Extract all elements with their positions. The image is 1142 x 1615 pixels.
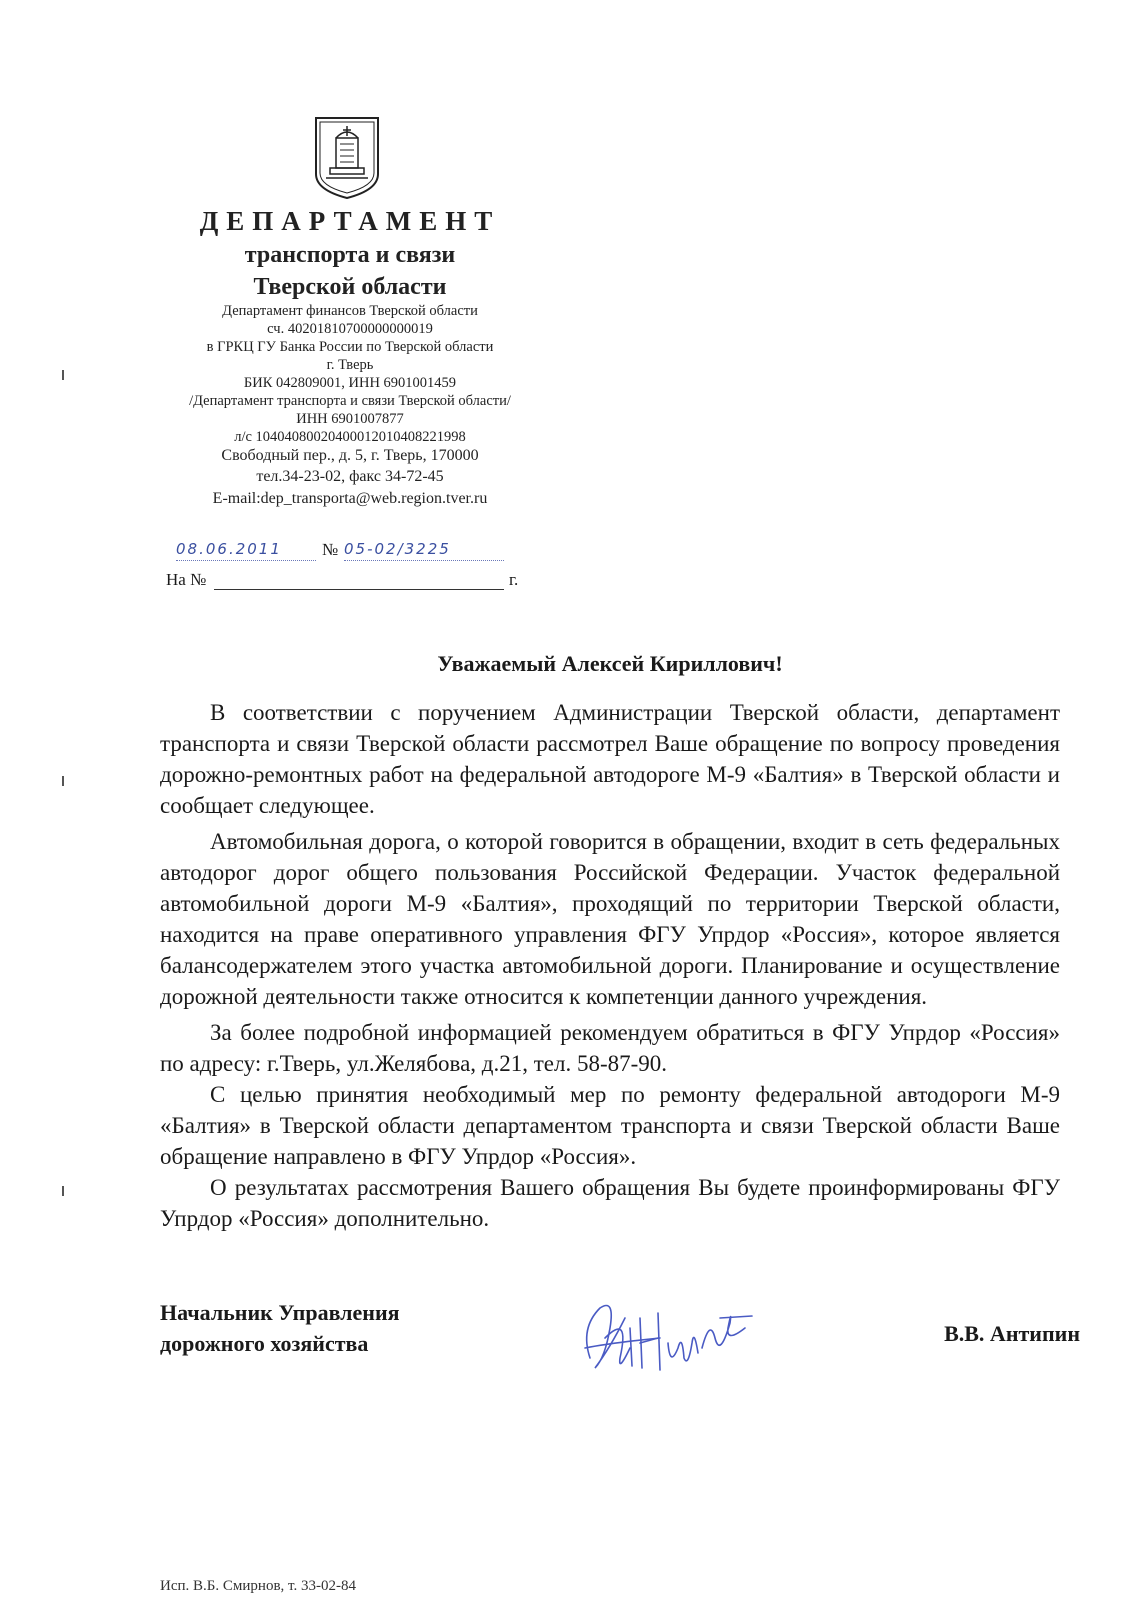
reference-label: На № (166, 570, 207, 589)
header-detail-line: ИНН 6901007877 (296, 411, 404, 427)
letter-body (160, 697, 1060, 1234)
registration-date: 08.06.2011 (176, 540, 316, 561)
signatory-position (160, 1297, 560, 1359)
body-paragraph: С целью принятия необходимый мер по ремонту федеральной автодороги М-9 «Балтия» в Тверской области департаментом транспорта и связи Тверской области Ваше обращение направлено в ФГУ Упрдор «Россия». (160, 1082, 1060, 1169)
reference-blank-field (214, 589, 504, 590)
reference-line (166, 570, 526, 592)
header-email: E-mail:dep_transporta@web.region.tver.ru (212, 490, 488, 507)
header-detail-line: сч. 40201810700000000019 (267, 321, 433, 337)
header-phone: тел.34-23-02, факс 34-72-45 (256, 468, 444, 485)
body-paragraph: Автомобильная дорога, о которой говорится в обращении, входит в сеть федеральных автодорог дорог общего пользования Российской Федерации. Участок федеральной автомобильной дороги М-9 «Балтия», проходящий по территории Тверской области, находится на праве оперативного управления ФГУ Упрдор «Россия», которое является балансодержателем этого участка автомобильной дороги. Планирование и осуществление дорожной деятельности также относится к компетенции данного учреждения. (160, 829, 1060, 1009)
registration-number: 05-02/3225 (344, 540, 504, 561)
coat-of-arms-icon (314, 116, 380, 200)
signatory-name: В.В. Антипин (944, 1321, 1080, 1346)
header-detail-line: в ГРКЦ ГУ Банка России по Тверской области (206, 339, 494, 355)
header-detail-line: л/с 10404080020400012010408221998 (234, 429, 466, 445)
reference-year-suffix: г. (509, 570, 519, 589)
body-paragraph: За более подробной информацией рекомендуем обратиться в ФГУ Упрдор «Россия» по адресу: г.Тверь, ул.Желябова, д.21, тел. 58-87-90. (160, 1020, 1060, 1076)
salutation: Уважаемый Алексей Кириллович! (437, 651, 783, 676)
registration-line (166, 540, 516, 562)
header-detail-line: /Департамент транспорта и связи Тверской области/ (189, 393, 511, 409)
position-line: дорожного хозяйства (160, 1331, 369, 1356)
scan-mark (62, 1186, 64, 1196)
department-subtitle-line2: Тверской области (253, 274, 447, 300)
handwritten-signature-icon (570, 1288, 770, 1388)
body-paragraph: О результатах рассмотрения Вашего обращения Вы будете проинформированы ФГУ Упрдор «Россия» дополнительно. (160, 1175, 1060, 1231)
header-detail-line: БИК 042809001, ИНН 6901001459 (243, 375, 457, 391)
executor-note: Исп. В.Б. Смирнов, т. 33-02-84 (160, 1578, 356, 1594)
department-subtitle-line1: транспорта и связи (244, 242, 456, 268)
body-paragraph: В соответствии с поручением Администрации Тверской области, департамент транспорта и связи Тверской области рассмотрел Ваше обращение по вопросу проведения дорожно-ремонтных работ на федеральной автодороге М-9 «Балтия» в Тверской области и сообщает следующее. (160, 700, 1060, 818)
header-detail-line: Департамент финансов Тверской области (222, 303, 478, 319)
header-address: Свободный пер., д. 5, г. Тверь, 170000 (221, 447, 479, 464)
position-line: Начальник Управления (160, 1300, 400, 1325)
scan-mark (62, 776, 64, 786)
header-detail-line: г. Тверь (326, 357, 374, 373)
number-sign-label: № (322, 540, 339, 559)
department-title: ДЕПАРТАМЕНТ (199, 206, 501, 236)
scan-mark (62, 370, 64, 380)
